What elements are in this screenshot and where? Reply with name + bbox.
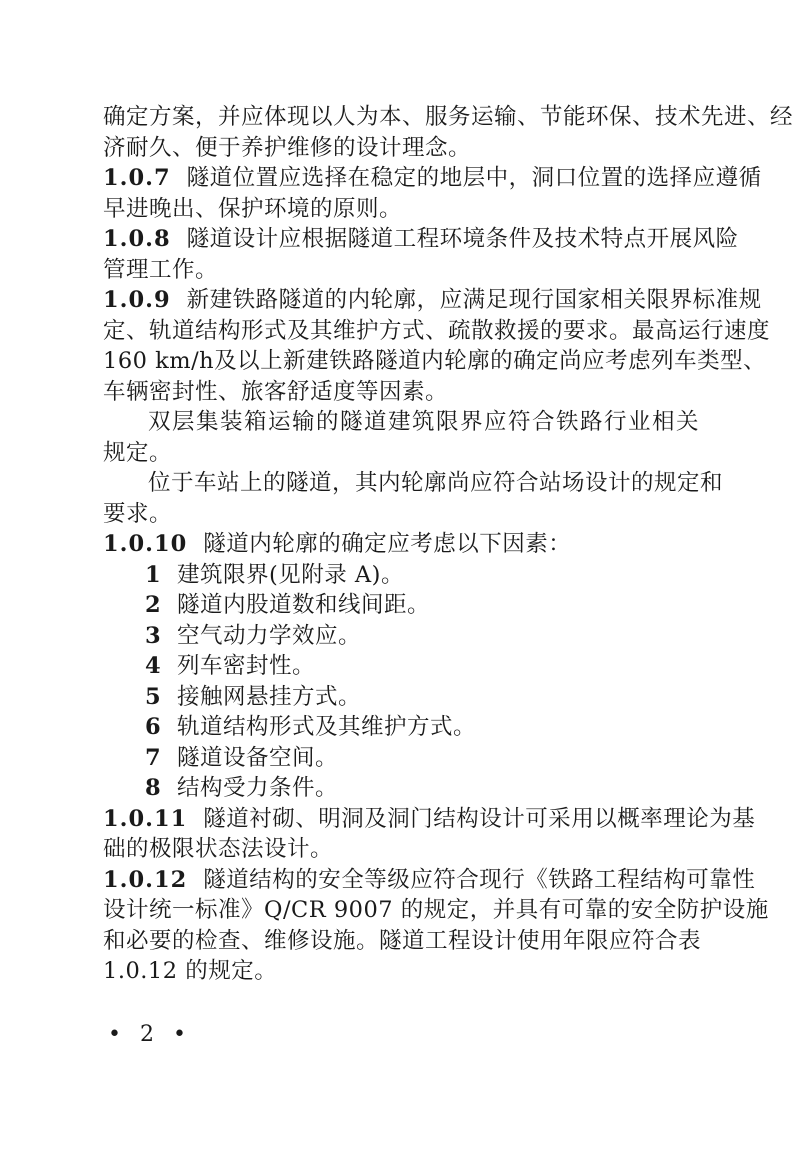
clause-1-0-11: 1.0.11 隧道衬砌、明洞及洞门结构设计可采用以概率理论为基 (103, 805, 756, 832)
clause-number: 1.0.10 (103, 531, 188, 557)
page-number: • 2 • (108, 1022, 192, 1047)
text-line: 和必要的检查、维修设施。隧道工程设计使用年限应符合表 (103, 927, 702, 954)
text-line: 济耐久、便于养护维修的设计理念。 (103, 134, 472, 161)
list-item: 5 接触网悬挂方式。 (103, 682, 699, 713)
list-item: 8 结构受力条件。 (103, 773, 699, 804)
text-line: 规定。 (103, 439, 173, 466)
clause-number: 1.0.9 (103, 287, 171, 313)
item-number: 3 (145, 622, 162, 649)
list-item: 6 轨道结构形式及其维护方式。 (103, 712, 699, 743)
item-number: 7 (145, 744, 162, 771)
list-item: 2 隧道内股道数和线间距。 (103, 590, 699, 621)
text-line: 早进晚出、保护环境的原则。 (103, 195, 403, 222)
clause-1-0-8: 1.0.8 隧道设计应根据隧道工程环境条件及技术特点开展风险 (103, 226, 739, 252)
clause-1-0-9: 1.0.9 新建铁路隧道的内轮廓，应满足现行国家相关限界标准规 (103, 287, 762, 313)
paragraph-indented: 双层集装箱运输的隧道建筑限界应符合铁路行业相关 (148, 409, 699, 435)
list-item: 7 隧道设备空间。 (103, 743, 699, 774)
clause-number: 1.0.7 (103, 165, 171, 191)
text-line: 管理工作。 (103, 256, 219, 283)
clause-1-0-7: 1.0.7 隧道位置应选择在稳定的地层中，洞口位置的选择应遵循 (103, 165, 762, 191)
text-line: 1.0.12 的规定。 (103, 958, 278, 984)
item-number: 2 (145, 592, 162, 618)
text-line: 设计统一标准》Q/CR 9007 的规定，并具有可靠的安全防护设施 (103, 897, 769, 923)
clause-1-0-10: 1.0.10 隧道内轮廓的确定应考虑以下因素： (103, 531, 572, 557)
text-line: 要求。 (103, 500, 173, 527)
text-line: 定、轨道结构形式及其维护方式、疏散救援的要求。最高运行速度 (103, 317, 771, 344)
item-number: 6 (145, 714, 162, 740)
list-item: 3 空气动力学效应。 (103, 621, 699, 652)
item-number: 1 (145, 561, 162, 588)
item-number: 5 (145, 683, 162, 710)
clause-number: 1.0.8 (103, 226, 171, 252)
text-line: 础的极限状态法设计。 (103, 836, 334, 862)
text-line: 160 km/h及以上新建铁路隧道内轮廓的确定尚应考虑列车类型、 (103, 348, 767, 374)
item-number: 8 (145, 775, 162, 801)
clause-number: 1.0.12 (103, 866, 188, 893)
clause-number: 1.0.11 (103, 805, 188, 832)
paragraph-indented: 位于车站上的隧道，其内轮廓尚应符合站场设计的规定和 (148, 470, 724, 496)
document-body (103, 102, 794, 987)
text-line: 确定方案，并应体现以人为本、服务运输、节能环保、技术先进、经 (103, 104, 794, 130)
clause-1-0-12: 1.0.12 隧道结构的安全等级应符合现行《铁路工程结构可靠性 (103, 866, 756, 893)
list-item: 4 列车密封性。 (103, 651, 699, 682)
text-line: 车辆密封性、旅客舒适度等因素。 (103, 378, 449, 405)
list-item: 1 建筑限界(见附录 A)。 (103, 560, 699, 591)
item-number: 4 (145, 653, 162, 679)
